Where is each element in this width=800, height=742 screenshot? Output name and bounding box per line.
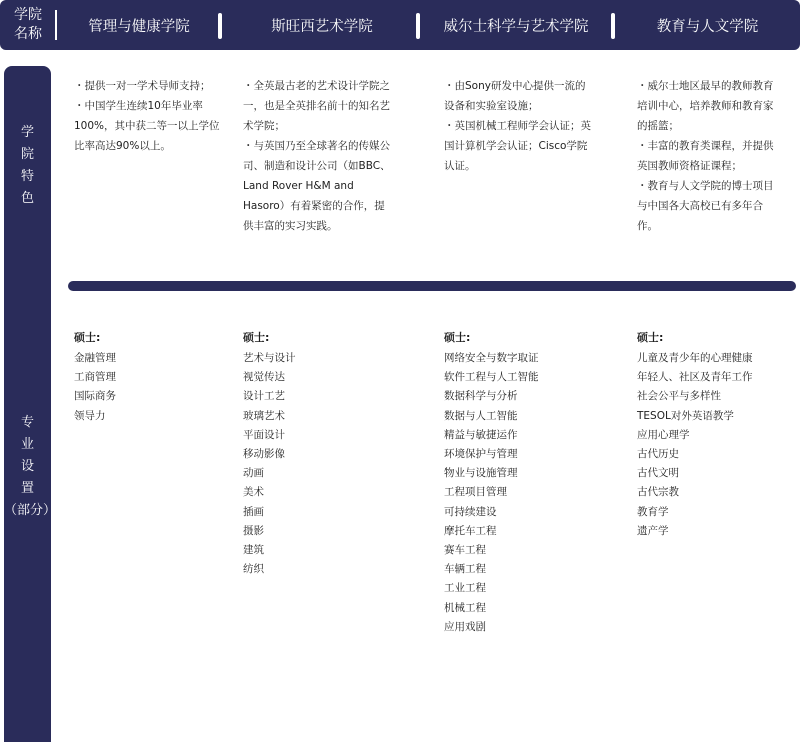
features-management-health bbox=[74, 76, 224, 156]
major-item: 古代历史 bbox=[637, 448, 679, 461]
school-name-management-health: 管理与健康学院 bbox=[88, 18, 190, 35]
major-item: 社会公平与多样性 bbox=[637, 390, 721, 403]
majors-heading: 硕士: bbox=[637, 331, 664, 344]
major-item: 机械工程 bbox=[444, 601, 486, 614]
section-divider bbox=[68, 281, 796, 291]
majors-education-humanities bbox=[637, 330, 797, 541]
major-item: 可持续建设 bbox=[444, 505, 497, 518]
major-item: 应用戏剧 bbox=[444, 620, 486, 633]
major-item: 车辆工程 bbox=[444, 563, 486, 576]
major-item: 工程项目管理 bbox=[444, 486, 507, 499]
major-item: 年轻人、社区及青年工作 bbox=[637, 371, 753, 384]
feature-item: ・丰富的教育类课程，并提供英国教师资格证课程； bbox=[637, 140, 774, 172]
header-label-line-1: 学院 bbox=[14, 7, 42, 23]
major-item: 领导力 bbox=[74, 409, 106, 422]
feature-item: ・中国学生连续10年毕业率100%，其中获二等一以上学位比率高达90%以上。 bbox=[74, 100, 220, 152]
major-item: 摩托车工程 bbox=[444, 524, 497, 537]
major-item: 设计工艺 bbox=[243, 390, 285, 403]
header-separator bbox=[55, 10, 57, 40]
major-item: 建筑 bbox=[243, 544, 264, 557]
major-item: 环境保护与管理 bbox=[444, 448, 518, 461]
major-item: 应用心理学 bbox=[637, 428, 690, 441]
majors-heading: 硕士: bbox=[74, 331, 101, 344]
major-item: 古代宗教 bbox=[637, 486, 679, 499]
major-item: 金融管理 bbox=[74, 352, 116, 364]
major-item: 网络安全与数字取证 bbox=[444, 352, 539, 364]
major-item: 赛车工程 bbox=[444, 544, 486, 557]
major-item: TESOL对外英语教学 bbox=[637, 409, 734, 422]
majors-science-art bbox=[444, 330, 604, 637]
school-name-education-humanities: 教育与人文学院 bbox=[656, 18, 759, 35]
major-item: 动画 bbox=[243, 467, 264, 480]
features-science-art bbox=[444, 76, 594, 176]
majors-heading: 硕士: bbox=[444, 331, 471, 344]
features-art bbox=[243, 76, 391, 236]
major-item: 儿童及青少年的心理健康 bbox=[637, 352, 753, 364]
side-label-majors: 专 业 设 置 （部分） bbox=[4, 415, 57, 518]
majors-art bbox=[243, 330, 393, 579]
school-name-art: 斯旺西艺术学院 bbox=[271, 18, 373, 35]
major-item: 遗产学 bbox=[637, 524, 669, 537]
side-label-features: 学 院 特 色 bbox=[20, 125, 34, 206]
feature-item: ・威尔士地区最早的教师教育培训中心，培养教师和教育家的摇篮； bbox=[637, 80, 774, 132]
major-item: 数据科学与分析 bbox=[444, 390, 518, 403]
feature-item: ・英国机械工程师学会认证；英国计算机学会认证；Cisco学院认证。 bbox=[444, 120, 591, 172]
major-item: 移动影像 bbox=[243, 448, 285, 461]
major-item: 视觉传达 bbox=[243, 371, 285, 384]
major-item: 插画 bbox=[243, 505, 264, 518]
major-item: 软件工程与人工智能 bbox=[444, 371, 539, 384]
feature-item: ・教育与人文学院的博士项目与中国各大高校已有多年合作。 bbox=[637, 180, 774, 232]
major-item: 纺织 bbox=[243, 563, 264, 576]
major-item: 美术 bbox=[243, 486, 264, 499]
major-item: 艺术与设计 bbox=[243, 352, 296, 364]
major-item: 古代文明 bbox=[637, 467, 679, 480]
major-item: 物业与设施管理 bbox=[444, 467, 518, 480]
major-item: 平面设计 bbox=[243, 428, 285, 441]
major-item: 精益与敏捷运作 bbox=[444, 428, 518, 441]
header-label-line-2: 名称 bbox=[14, 26, 42, 42]
major-item: 数据与人工智能 bbox=[444, 409, 518, 422]
major-item: 玻璃艺术 bbox=[243, 409, 285, 422]
feature-item: ・提供一对一学术导师支持； bbox=[74, 80, 211, 92]
feature-item: ・全英最古老的艺术设计学院之一，也是全英排名前十的知名艺术学院； bbox=[243, 80, 390, 132]
major-item: 摄影 bbox=[243, 524, 264, 537]
school-name-science-art: 威尔士科学与艺术学院 bbox=[443, 18, 589, 35]
header-label bbox=[0, 4, 56, 46]
major-item: 教育学 bbox=[637, 505, 669, 518]
major-item: 工业工程 bbox=[444, 582, 486, 595]
features-education-humanities bbox=[637, 76, 780, 236]
major-item: 工商管理 bbox=[74, 371, 116, 384]
majors-management-health bbox=[74, 330, 224, 426]
majors-heading: 硕士: bbox=[243, 331, 270, 344]
feature-item: ・由Sony研发中心提供一流的设备和实验室设施； bbox=[444, 80, 586, 112]
major-item: 国际商务 bbox=[74, 390, 116, 403]
feature-item: ・与英国乃至全球著名的传媒公司、制造和设计公司（如BBC、Land Rover H&M and Hasoro）有着紧密的合作，提供丰富的实习实践。 bbox=[243, 140, 391, 232]
